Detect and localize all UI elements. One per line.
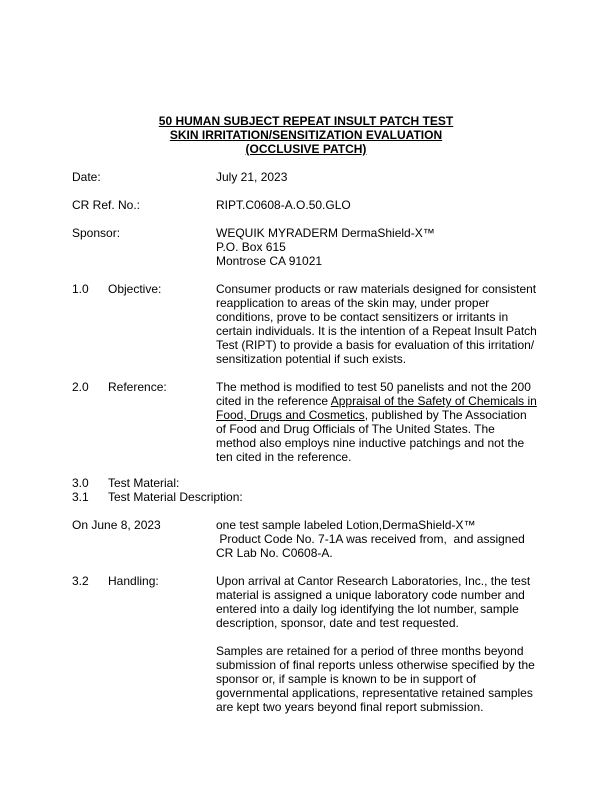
objective-line: Test (RIPT) to provide a basis for evaluation of this irritation/ [216,338,535,352]
objective-label: Objective: [108,282,162,296]
cr-ref-value: RIPT.C0608-A.O.50.GLO [216,198,351,212]
reference-citation-title: Food, Drugs and Cosmetics [216,408,365,422]
receipt-date-label: On June 8, 2023 [72,518,161,532]
sponsor-label: Sponsor: [72,226,121,240]
objective-line: Consumer products or raw materials designed for consistent [216,282,537,296]
handling-line: submission of final reports unless otherwise specified by the [216,658,535,672]
report-title-line-2: SKIN IRRITATION/SENSITIZATION EVALUATION [169,128,443,142]
receipt-line: CR Lab No. C0608-A. [216,546,333,560]
handling-line: material is assigned a unique laboratory code number and [216,588,525,602]
handling-line: are kept two years beyond final report submission. [216,700,484,714]
sponsor-line: WEQUIK MYRADERM DermaShield-X™ [216,226,435,240]
reference-label: Reference: [108,380,167,394]
date-value: July 21, 2023 [216,170,288,184]
objective-line: sensitization potential if such exists. [216,352,407,366]
section-number-2-0: 2.0 [72,380,89,394]
reference-line: The method is modified to test 50 panelists and not the 200 [216,380,531,394]
section-number-3-2: 3.2 [72,574,89,588]
date-label: Date: [72,170,101,184]
handling-line: sponsor or, if sample is known to be in support of [216,672,477,686]
report-title-line-3: (OCCLUSIVE PATCH) [245,142,367,156]
section-number-1-0: 1.0 [72,282,89,296]
sponsor-address [216,226,435,268]
reference-line: method also employs nine inductive patchings and not the [216,436,525,450]
cr-ref-label: CR Ref. No.: [72,198,141,212]
test-material-description-label: Test Material Description: [108,490,243,504]
sponsor-line: P.O. Box 615 [216,240,286,254]
handling-paragraph-2 [216,644,535,714]
objective-line: reapplication to areas of the skin may, under proper [216,296,490,310]
reference-text [216,380,537,464]
objective-line: conditions, prove to be contact sensitizers or irritants in [216,310,509,324]
receipt-line: one test sample labeled Lotion,DermaShield-X™ [216,518,476,532]
handling-line: entered into a daily log identifying the lot number, sample [216,602,519,616]
handling-line: description, sponsor, date and test requested. [216,616,459,630]
test-material-label: Test Material: [108,476,180,490]
handling-label: Handling: [108,574,159,588]
report-title-line-1: 50 HUMAN SUBJECT REPEAT INSULT PATCH TEST [158,114,454,128]
reference-line-text: cited in the reference [216,394,331,408]
objective-line: certain individuals. It is the intention of a Repeat Insult Patch [216,324,537,338]
section-number-3-0: 3.0 [72,476,89,490]
handling-line: Upon arrival at Cantor Research Laboratories, Inc., the test [216,574,531,588]
receipt-text [216,518,525,560]
sponsor-line: Montrose CA 91021 [216,254,323,268]
receipt-line: Product Code No. 7-1A was received from, and assigned [216,532,525,546]
reference-line: of Food and Drug Officials of The United States. The [216,422,495,436]
reference-line [216,394,537,408]
reference-line-text: , published by The Association [364,408,527,422]
handling-line: Samples are retained for a period of three months beyond [216,644,524,658]
reference-citation-title: Appraisal of the Safety of Chemicals in [330,394,537,408]
handling-line: governmental applications, representative retained samples [216,686,533,700]
section-number-3-1: 3.1 [72,490,89,504]
objective-text [216,282,537,366]
handling-paragraph-1 [216,574,530,630]
reference-line [216,408,537,422]
reference-line: ten cited in the reference. [216,450,352,464]
